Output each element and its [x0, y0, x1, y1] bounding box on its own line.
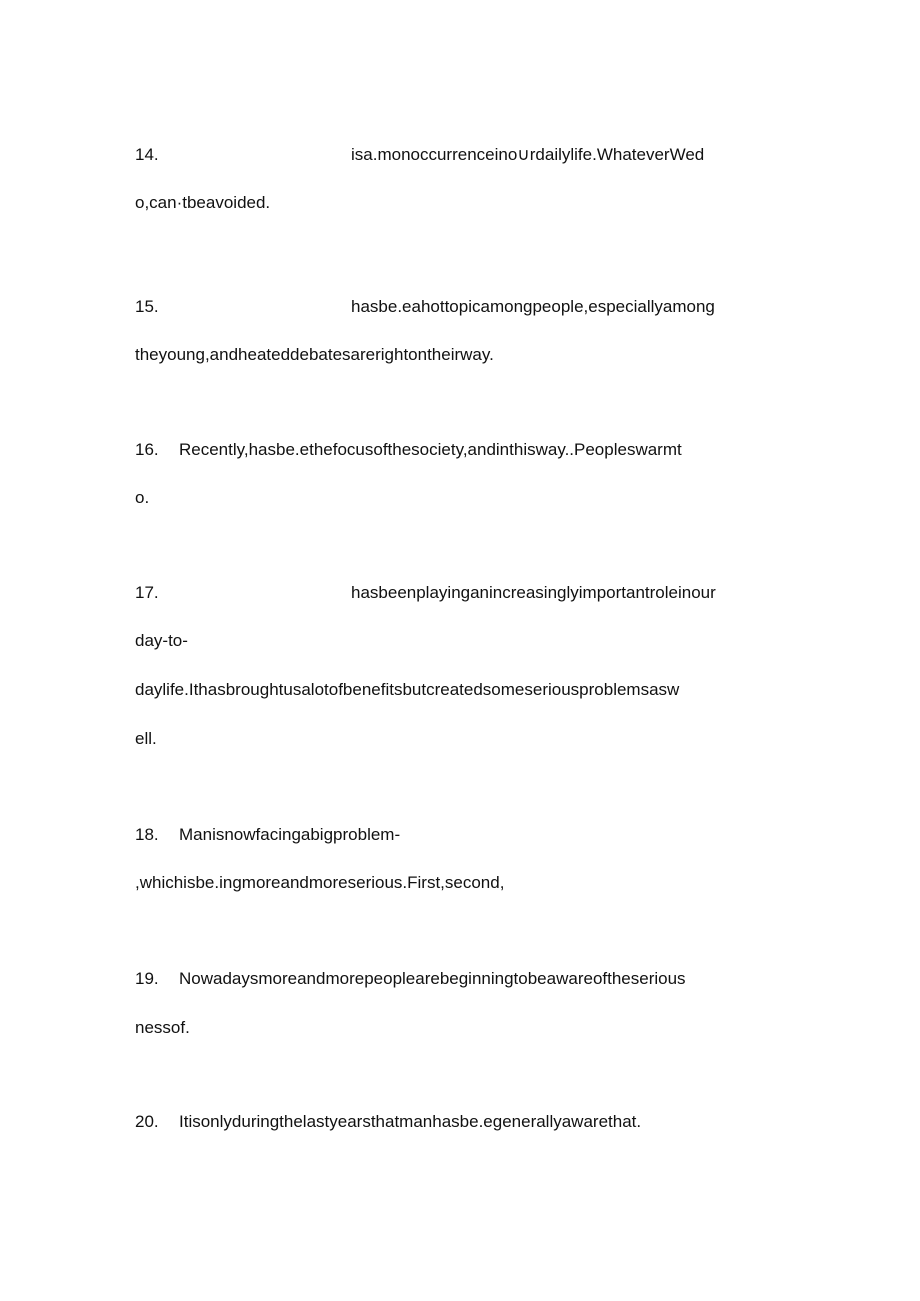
- item-16-number: 16.: [135, 440, 159, 459]
- item-16-text-1: Recently,hasbe.ethefocusofthesociety,andinthisway..Peopleswarmt: [179, 440, 682, 459]
- item-14-number: 14.: [135, 145, 159, 164]
- item-18-text-2: ,whichisbe.ingmoreandmoreserious.First,second,: [135, 873, 505, 892]
- item-14-text-1: isa.monoccurrenceino∪rdailylife.WhateverWed: [351, 145, 705, 164]
- item-15-number: 15.: [135, 297, 159, 316]
- item-18-number: 18.: [135, 825, 159, 844]
- item-15-text-1: hasbe.eahottopicamongpeople,especiallyamong: [351, 297, 715, 316]
- item-20-number: 20.: [135, 1112, 159, 1131]
- item-17-text-1: hasbeenplayinganincreasinglyimportantroleinour: [351, 583, 716, 602]
- item-17-number: 17.: [135, 583, 159, 602]
- item-20-line-1: [135, 1112, 642, 1132]
- item-19-line-1: [135, 969, 686, 989]
- item-19-text-1: Nowadaysmoreandmorepeoplearebeginningtobeawareoftheserious: [179, 969, 686, 988]
- item-17-text-3: daylife.Ithasbroughtusalotofbenefitsbutcreatedsomeseriousproblemsasw: [135, 680, 680, 699]
- item-15-text-2: theyoung,andheateddebatesarerightontheirway.: [135, 345, 494, 364]
- item-20-text-1: Itisonlyduringthelastyearsthatmanhasbe.egenerallyawarethat.: [179, 1112, 642, 1131]
- item-18-line-1: [135, 825, 401, 845]
- item-14-line-1: [135, 145, 705, 165]
- item-19-text-2: nessof.: [135, 1018, 190, 1037]
- item-16-line-1: [135, 440, 682, 460]
- item-14-text-2: o,can·tbeavoided.: [135, 193, 271, 212]
- item-17-text-2: day-to-: [135, 631, 188, 650]
- item-16-text-2: o.: [135, 488, 150, 507]
- item-17-text-4: ell.: [135, 729, 157, 748]
- item-18-text-1: Manisnowfacingabigproblem-: [179, 825, 401, 844]
- item-17-line-1: [135, 583, 716, 603]
- item-15-line-1: [135, 297, 715, 317]
- item-19-number: 19.: [135, 969, 159, 988]
